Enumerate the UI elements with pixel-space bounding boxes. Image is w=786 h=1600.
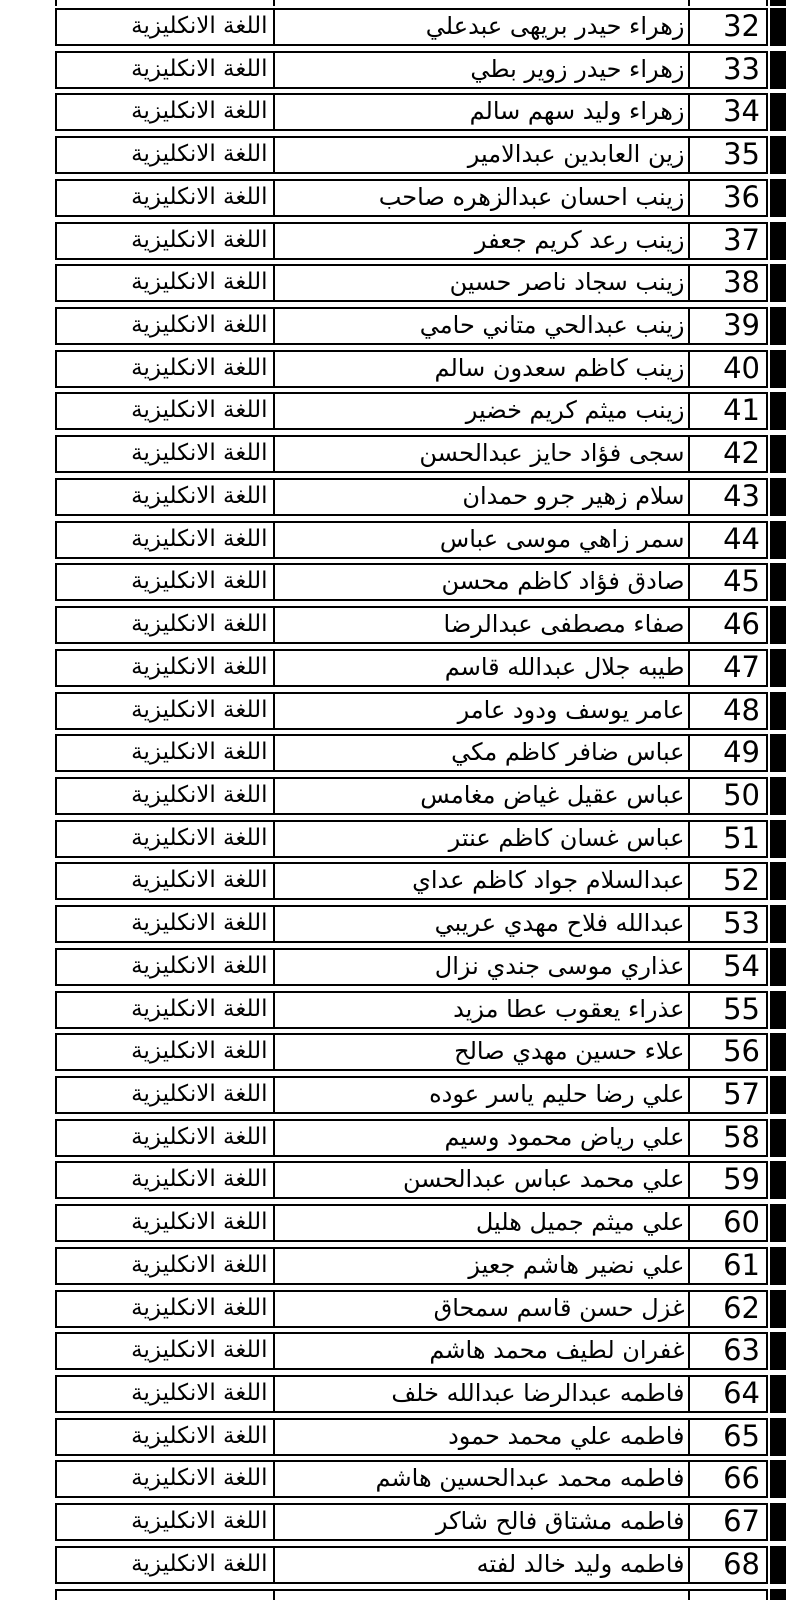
name-cell [275,0,690,6]
table-row [55,1418,786,1456]
subject-cell: اللغة الانكليزية [57,1334,275,1368]
table-row [55,435,786,473]
table-row [55,563,786,601]
table-row-clipped-top [55,0,786,6]
table-row [55,264,786,302]
row-number-cell: 48 [723,693,760,727]
right-edge-strip [770,1033,786,1071]
row-number-cell: 47 [723,650,760,684]
name-cell: عبدالسلام جواد كاظم عداي [275,864,690,898]
name-cell: زهراء وليد سهم سالم [275,95,690,129]
right-edge-strip [770,1589,786,1600]
right-edge-strip [770,734,786,772]
row-number-cell: 52 [723,864,760,898]
subject-cell: اللغة الانكليزية [57,1249,275,1283]
row-number-cell: 37 [723,223,760,257]
subject-cell: اللغة الانكليزية [57,1078,275,1112]
right-edge-strip [770,222,786,260]
name-cell: عباس غسان كاظم عنتر [275,822,690,856]
row-number-cell: 59 [723,1163,760,1197]
right-edge-strip [770,136,786,174]
name-cell: علي محمد عباس عبدالحسن [275,1163,690,1197]
row-number-cell: 56 [723,1035,760,1069]
subject-cell: اللغة الانكليزية [57,138,275,172]
name-cell: سجى فؤاد حايز عبدالحسن [275,437,690,471]
row-number-cell: 36 [723,180,760,214]
name-cell: غزل حسن قاسم سمحاق [275,1292,690,1326]
subject-cell: اللغة الانكليزية [57,1163,275,1197]
right-edge-strip [770,307,786,345]
table-row [55,1375,786,1413]
table-row [55,1503,786,1541]
subject-cell: اللغة الانكليزية [57,181,275,215]
row-number-cell: 53 [723,907,760,941]
row-number-cell: 62 [723,1291,760,1325]
row-number-cell: 68 [723,1547,760,1581]
table-row [55,692,786,730]
name-cell: زينب كاظم سعدون سالم [275,352,690,386]
table-row [55,1290,786,1328]
table-row [55,8,786,46]
table-body [0,8,786,1584]
right-edge-strip [770,1076,786,1114]
row-number-cell: 66 [723,1462,760,1496]
subject-cell: اللغة الانكليزية [57,309,275,343]
subject-cell: اللغة الانكليزية [57,53,275,87]
subject-cell: اللغة الانكليزية [57,1377,275,1411]
name-cell: زينب سجاد ناصر حسين [275,266,690,300]
right-edge-strip [770,777,786,815]
row-number-cell: 46 [723,608,760,642]
row-number-cell: 54 [723,949,760,983]
table-row [55,350,786,388]
table-row [55,179,786,217]
table-row [55,1204,786,1242]
name-cell: زينب ميثم كريم خضير [275,394,690,428]
subject-cell: اللغة الانكليزية [57,1206,275,1240]
right-edge-strip [770,1375,786,1413]
name-cell: عذراء يعقوب عطا مزيد [275,993,690,1027]
right-edge-strip [770,1247,786,1285]
name-cell: زين العابدين عبدالامير [275,138,690,172]
subject-cell: اللغة الانكليزية [57,95,275,129]
subject-cell: اللغة الانكليزية [57,352,275,386]
row-number-cell: 63 [723,1334,760,1368]
right-edge-strip [770,51,786,89]
name-cell: علاء حسين مهدي صالح [275,1035,690,1069]
subject-cell: اللغة الانكليزية [57,779,275,813]
table-row [55,521,786,559]
row-number-cell: 49 [723,736,760,770]
row-number-cell: 38 [723,266,760,300]
right-edge-strip [770,1290,786,1328]
name-cell: عامر يوسف ودود عامر [275,694,690,728]
number-cell [690,1591,766,1600]
table-row [55,1460,786,1498]
name-cell: عذاري موسى جندي نزال [275,950,690,984]
right-edge-strip [770,1546,786,1584]
right-edge-strip [770,1161,786,1199]
table-row [55,820,786,858]
right-edge-strip [770,862,786,900]
name-cell: فاطمه وليد خالد لفته [275,1548,690,1582]
table-row [55,1247,786,1285]
subject-cell: اللغة الانكليزية [57,907,275,941]
row-number-cell: 55 [723,992,760,1026]
right-edge-strip [770,692,786,730]
name-cell: عباس عقيل غياض مغامس [275,779,690,813]
table-row [55,1119,786,1157]
subject-cell: اللغة الانكليزية [57,480,275,514]
table-row [55,862,786,900]
table-row [55,777,786,815]
table-row [55,1546,786,1584]
name-cell: سمر زاهي موسى عباس [275,523,690,557]
table-row [55,649,786,687]
row-number-cell: 45 [723,565,760,599]
table-row [55,1033,786,1071]
table-row [55,307,786,345]
row-number-cell: 34 [723,95,760,129]
name-cell: فاطمه عبدالرضا عبدالله خلف [275,1377,690,1411]
table-row [55,93,786,131]
subject-cell: اللغة الانكليزية [57,1505,275,1539]
name-cell: فاطمه مشتاق فالح شاكر [275,1505,690,1539]
table-row [55,991,786,1029]
name-cell: زينب رعد كريم جعفر [275,224,690,258]
table-row [55,51,786,89]
right-edge-strip [770,435,786,473]
subject-cell: اللغة الانكليزية [57,266,275,300]
name-cell: زينب احسان عبدالزهره صاحب [275,181,690,215]
name-cell: عباس ضافر كاظم مكي [275,736,690,770]
right-edge-strip [770,93,786,131]
right-edge-strip [770,649,786,687]
right-edge-strip [770,563,786,601]
subject-cell: اللغة الانكليزية [57,651,275,685]
name-cell: زهراء حيدر زوير بطي [275,53,690,87]
name-cell: صادق فؤاد كاظم محسن [275,565,690,599]
subject-cell [57,1591,275,1600]
right-edge-strip [770,1119,786,1157]
name-cell: غفران لطيف محمد هاشم [275,1334,690,1368]
right-edge-strip [770,478,786,516]
subject-cell [57,0,275,6]
subject-cell: اللغة الانكليزية [57,1035,275,1069]
subject-cell: اللغة الانكليزية [57,10,275,44]
subject-cell: اللغة الانكليزية [57,822,275,856]
subject-cell: اللغة الانكليزية [57,694,275,728]
table-row [55,222,786,260]
table-row [55,478,786,516]
name-cell: علي رضا حليم ياسر عوده [275,1078,690,1112]
subject-cell: اللغة الانكليزية [57,993,275,1027]
table-row [55,136,786,174]
row-number-cell: 35 [723,138,760,172]
subject-cell: اللغة الانكليزية [57,1121,275,1155]
row-number-cell: 60 [723,1206,760,1240]
right-edge-strip [770,820,786,858]
right-edge-strip [770,521,786,559]
name-cell: سلام زهير جرو حمدان [275,480,690,514]
row-number-cell: 43 [723,479,760,513]
right-edge-strip [770,1460,786,1498]
subject-cell: اللغة الانكليزية [57,736,275,770]
subject-cell: اللغة الانكليزية [57,864,275,898]
right-edge-strip [770,1204,786,1242]
right-edge-strip [770,1503,786,1541]
right-edge-strip [770,179,786,217]
right-edge-strip [770,350,786,388]
row-number-cell: 42 [723,437,760,471]
row-number-cell: 65 [723,1419,760,1453]
subject-cell: اللغة الانكليزية [57,950,275,984]
name-cell: زينب عبدالحي متاني حامي [275,309,690,343]
row-number-cell: 64 [723,1377,760,1410]
subject-cell: اللغة الانكليزية [57,1548,275,1582]
row-number-cell: 57 [723,1077,760,1111]
subject-cell: اللغة الانكليزية [57,1462,275,1496]
name-cell [275,1591,690,1600]
right-edge-strip [770,948,786,986]
name-cell: عبدالله فلاح مهدي عريبي [275,907,690,941]
row-number-cell: 32 [723,10,760,43]
right-edge-strip [770,1332,786,1370]
table-row [55,606,786,644]
name-cell: علي نضير هاشم جعيز [275,1249,690,1283]
row-number-cell: 61 [723,1248,760,1282]
subject-cell: اللغة الانكليزية [57,1420,275,1454]
table-row [55,1076,786,1114]
name-cell: زهراء حيدر بريهى عبدعلي [275,10,690,44]
name-cell: علي رياض محمود وسيم [275,1121,690,1155]
subject-cell: اللغة الانكليزية [57,437,275,471]
table-row [55,948,786,986]
right-edge-strip [770,991,786,1029]
right-edge-strip [770,905,786,943]
row-number-cell: 39 [723,309,760,343]
right-edge-strip [770,1418,786,1456]
table-row-clipped-bottom [55,1589,786,1600]
name-cell: صفاء مصطفى عبدالرضا [275,608,690,642]
subject-cell: اللغة الانكليزية [57,608,275,642]
subject-cell: اللغة الانكليزية [57,224,275,258]
table-row [55,392,786,430]
row-number-cell: 50 [723,778,760,812]
subject-cell: اللغة الانكليزية [57,1292,275,1326]
name-cell: علي ميثم جميل هليل [275,1206,690,1240]
subject-cell: اللغة الانكليزية [57,523,275,557]
table-row [55,734,786,772]
table-row [55,905,786,943]
row-number-cell: 58 [723,1120,760,1154]
row-number-cell: 41 [723,394,760,428]
name-cell: فاطمه علي محمد حمود [275,1420,690,1454]
right-edge-strip [770,0,786,6]
row-number-cell: 67 [723,1505,760,1539]
table-row [55,1161,786,1199]
number-cell [690,0,766,6]
row-number-cell: 33 [723,52,760,86]
right-edge-strip [770,392,786,430]
row-number-cell: 44 [723,522,760,556]
subject-cell: اللغة الانكليزية [57,394,275,428]
row-number-cell: 40 [723,351,760,385]
right-edge-strip [770,8,786,46]
table-row [55,1332,786,1370]
name-cell: فاطمه محمد عبدالحسين هاشم [275,1462,690,1496]
name-cell: طيبه جلال عبدالله قاسم [275,651,690,685]
right-edge-strip [770,264,786,302]
row-number-cell: 51 [723,821,760,855]
right-edge-strip [770,606,786,644]
subject-cell: اللغة الانكليزية [57,565,275,599]
